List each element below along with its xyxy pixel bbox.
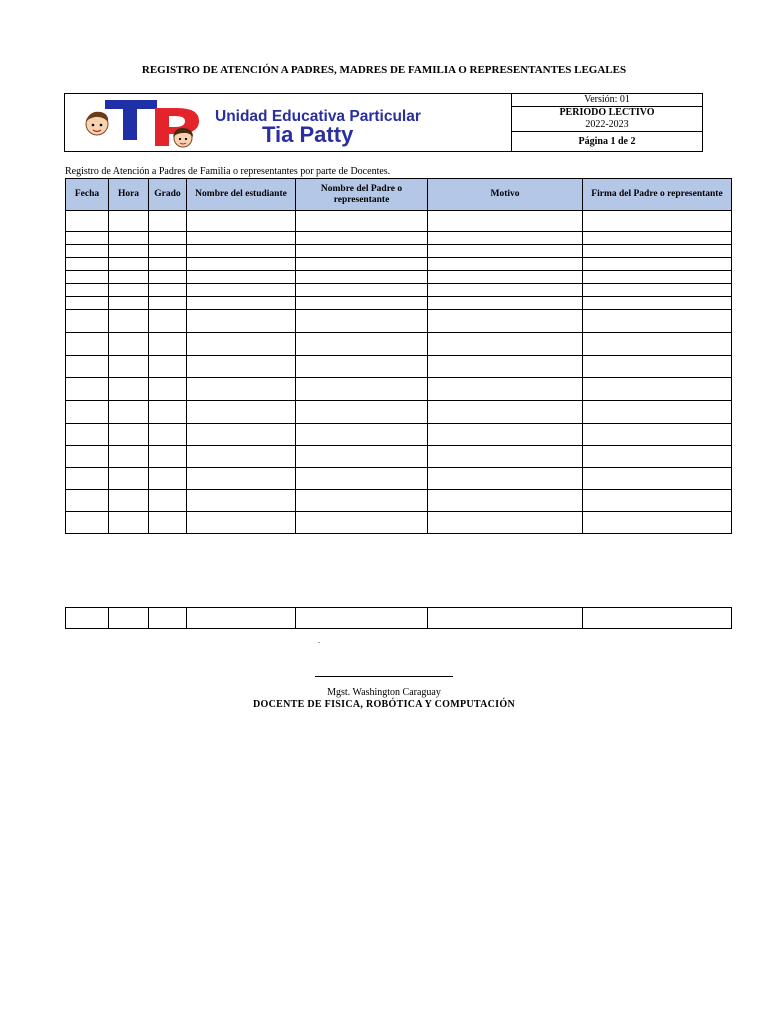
table-cell[interactable] bbox=[187, 271, 296, 284]
table-cell[interactable] bbox=[296, 356, 428, 378]
separator-dot: . bbox=[318, 636, 320, 645]
table-cell[interactable] bbox=[149, 378, 187, 401]
table-cell[interactable] bbox=[187, 284, 296, 297]
table-cell[interactable] bbox=[428, 378, 583, 401]
table-cell[interactable] bbox=[149, 424, 187, 446]
table-cell[interactable] bbox=[109, 468, 149, 490]
tp-initials-graphic bbox=[86, 100, 199, 147]
table-cell[interactable] bbox=[583, 232, 732, 245]
table-cell[interactable] bbox=[149, 245, 187, 258]
table-row bbox=[66, 271, 732, 284]
table-cell[interactable] bbox=[428, 608, 583, 629]
table-cell[interactable] bbox=[66, 258, 109, 271]
table-cell[interactable] bbox=[109, 297, 149, 310]
table-cell[interactable] bbox=[296, 401, 428, 424]
table-cell[interactable] bbox=[109, 258, 149, 271]
table-row bbox=[66, 310, 732, 333]
table-cell[interactable] bbox=[296, 211, 428, 232]
table-cell[interactable] bbox=[583, 446, 732, 468]
table-cell[interactable] bbox=[66, 271, 109, 284]
table-cell[interactable] bbox=[149, 608, 187, 629]
table-cell[interactable] bbox=[296, 378, 428, 401]
table-cell[interactable] bbox=[66, 468, 109, 490]
table-row bbox=[66, 401, 732, 424]
table-row bbox=[66, 284, 732, 297]
signature-line bbox=[315, 676, 453, 677]
register-table bbox=[65, 178, 732, 534]
table-cell[interactable] bbox=[66, 401, 109, 424]
col-grado: Grado bbox=[149, 179, 187, 211]
table-row bbox=[66, 468, 732, 490]
table-cell[interactable] bbox=[109, 608, 149, 629]
table-cell[interactable] bbox=[187, 424, 296, 446]
table-header-row bbox=[66, 179, 732, 211]
table-cell[interactable] bbox=[296, 271, 428, 284]
table-cell[interactable] bbox=[296, 333, 428, 356]
table-cell[interactable] bbox=[149, 401, 187, 424]
table-cell[interactable] bbox=[149, 310, 187, 333]
table-cell[interactable] bbox=[109, 401, 149, 424]
table-cell[interactable] bbox=[583, 356, 732, 378]
table-cell[interactable] bbox=[428, 424, 583, 446]
table-cell[interactable] bbox=[149, 258, 187, 271]
table-cell[interactable] bbox=[187, 333, 296, 356]
col-fecha: Fecha bbox=[66, 179, 109, 211]
table-cell[interactable] bbox=[296, 245, 428, 258]
table-cell[interactable] bbox=[428, 284, 583, 297]
table-cell[interactable] bbox=[428, 446, 583, 468]
table-cell[interactable] bbox=[66, 297, 109, 310]
version-label: Versión: 01 bbox=[512, 94, 702, 107]
table-cell[interactable] bbox=[187, 490, 296, 512]
table-cell[interactable] bbox=[583, 490, 732, 512]
table-cell[interactable] bbox=[149, 284, 187, 297]
table-cell[interactable] bbox=[428, 468, 583, 490]
table-cell[interactable] bbox=[109, 271, 149, 284]
table-cell[interactable] bbox=[66, 333, 109, 356]
logo-line1: Unidad Educativa Particular bbox=[215, 108, 421, 125]
table-cell[interactable] bbox=[583, 245, 732, 258]
period-cell bbox=[512, 107, 702, 132]
table-cell[interactable] bbox=[583, 310, 732, 333]
table-cell[interactable] bbox=[109, 284, 149, 297]
table-cell[interactable] bbox=[296, 468, 428, 490]
table-cell[interactable] bbox=[109, 245, 149, 258]
col-firma: Firma del Padre o representante bbox=[583, 179, 732, 211]
table-cell[interactable] bbox=[187, 446, 296, 468]
table-cell[interactable] bbox=[296, 310, 428, 333]
table-row bbox=[66, 232, 732, 245]
table-cell[interactable] bbox=[296, 258, 428, 271]
table-row bbox=[66, 356, 732, 378]
col-estudiante: Nombre del estudiante bbox=[187, 179, 296, 211]
table-cell[interactable] bbox=[109, 378, 149, 401]
table-cell[interactable] bbox=[187, 608, 296, 629]
table-cell[interactable] bbox=[149, 271, 187, 284]
document-meta bbox=[512, 94, 702, 151]
table-cell[interactable] bbox=[187, 232, 296, 245]
table-cell[interactable] bbox=[109, 232, 149, 245]
table-cell[interactable] bbox=[583, 271, 732, 284]
table-row bbox=[66, 333, 732, 356]
table-cell[interactable] bbox=[583, 608, 732, 629]
table-cell[interactable] bbox=[187, 310, 296, 333]
table-cell[interactable] bbox=[66, 490, 109, 512]
table-cell[interactable] bbox=[583, 297, 732, 310]
table-cell[interactable] bbox=[187, 512, 296, 534]
table-row bbox=[66, 211, 732, 232]
school-logo bbox=[65, 94, 512, 151]
signer-role: DOCENTE DE FISICA, ROBÓTICA Y COMPUTACIÓN bbox=[253, 699, 515, 710]
table-cell[interactable] bbox=[583, 211, 732, 232]
table-cell[interactable] bbox=[428, 356, 583, 378]
table-cell[interactable] bbox=[66, 424, 109, 446]
table-cell[interactable] bbox=[109, 446, 149, 468]
table-cell[interactable] bbox=[296, 232, 428, 245]
table-cell[interactable] bbox=[296, 284, 428, 297]
table-cell[interactable] bbox=[583, 378, 732, 401]
period-value: 2022-2023 bbox=[585, 119, 629, 130]
table-cell[interactable] bbox=[66, 232, 109, 245]
logo-line2: Tia Patty bbox=[262, 122, 354, 147]
table-cell[interactable] bbox=[66, 378, 109, 401]
table-cell[interactable] bbox=[149, 297, 187, 310]
table-cell[interactable] bbox=[583, 284, 732, 297]
table-cell[interactable] bbox=[296, 297, 428, 310]
table-cell[interactable] bbox=[66, 310, 109, 333]
table-cell[interactable] bbox=[428, 333, 583, 356]
table-cell[interactable] bbox=[583, 424, 732, 446]
table-cell[interactable] bbox=[428, 310, 583, 333]
table-cell[interactable] bbox=[187, 468, 296, 490]
table-cell[interactable] bbox=[149, 211, 187, 232]
table-cell[interactable] bbox=[428, 211, 583, 232]
table-cell[interactable] bbox=[109, 424, 149, 446]
table-cell[interactable] bbox=[583, 468, 732, 490]
table-cell[interactable] bbox=[187, 245, 296, 258]
table-cell[interactable] bbox=[187, 297, 296, 310]
table-row bbox=[66, 297, 732, 310]
intro-text: Registro de Atención a Padres de Familia o representantes por parte de Docentes. bbox=[65, 166, 391, 177]
table-cell[interactable] bbox=[109, 333, 149, 356]
page-number: Página 1 de 2 bbox=[578, 136, 636, 147]
table-cell[interactable] bbox=[149, 446, 187, 468]
table-cell[interactable] bbox=[428, 512, 583, 534]
table-cell[interactable] bbox=[428, 232, 583, 245]
table-cell[interactable] bbox=[428, 271, 583, 284]
table-row bbox=[66, 446, 732, 468]
col-padre: Nombre del Padre o representante bbox=[296, 179, 428, 211]
signer-name: Mgst. Washington Caraguay bbox=[327, 687, 441, 698]
col-motivo: Motivo bbox=[428, 179, 583, 211]
table-cell[interactable] bbox=[428, 258, 583, 271]
table-cell[interactable] bbox=[296, 424, 428, 446]
table-cell[interactable] bbox=[583, 401, 732, 424]
table-cell[interactable] bbox=[296, 446, 428, 468]
table-row bbox=[66, 245, 732, 258]
table-cell[interactable] bbox=[428, 401, 583, 424]
table-cell[interactable] bbox=[66, 211, 109, 232]
table-row bbox=[66, 608, 732, 629]
period-label: PERIODO LECTIVO bbox=[559, 107, 655, 118]
table-cell[interactable] bbox=[149, 232, 187, 245]
table-cell[interactable] bbox=[187, 258, 296, 271]
table-cell[interactable] bbox=[66, 512, 109, 534]
table-cell[interactable] bbox=[66, 608, 109, 629]
table-cell[interactable] bbox=[66, 446, 109, 468]
table-cell[interactable] bbox=[109, 211, 149, 232]
table-cell[interactable] bbox=[149, 512, 187, 534]
table-cell[interactable] bbox=[583, 258, 732, 271]
document-title: REGISTRO DE ATENCIÓN A PADRES, MADRES DE FAMILIA O REPRESENTANTES LEGALES bbox=[141, 64, 627, 76]
table-cell[interactable] bbox=[149, 468, 187, 490]
table-cell[interactable] bbox=[187, 378, 296, 401]
header-box bbox=[64, 93, 703, 152]
table-cell[interactable] bbox=[296, 512, 428, 534]
table-cell[interactable] bbox=[109, 310, 149, 333]
table-cell[interactable] bbox=[583, 333, 732, 356]
table-row bbox=[66, 424, 732, 446]
table-cell[interactable] bbox=[583, 512, 732, 534]
table-cell[interactable] bbox=[66, 245, 109, 258]
table-cell[interactable] bbox=[109, 490, 149, 512]
table-row bbox=[66, 258, 732, 271]
table-cell[interactable] bbox=[149, 356, 187, 378]
table-cell[interactable] bbox=[109, 512, 149, 534]
table-cell[interactable] bbox=[187, 211, 296, 232]
extra-row-table bbox=[65, 607, 732, 629]
table-cell[interactable] bbox=[66, 284, 109, 297]
table-cell[interactable] bbox=[428, 297, 583, 310]
table-cell[interactable] bbox=[109, 356, 149, 378]
table-cell[interactable] bbox=[428, 490, 583, 512]
table-cell[interactable] bbox=[149, 333, 187, 356]
col-hora: Hora bbox=[109, 179, 149, 211]
table-cell[interactable] bbox=[296, 608, 428, 629]
table-cell[interactable] bbox=[187, 356, 296, 378]
table-cell[interactable] bbox=[149, 490, 187, 512]
table-cell[interactable] bbox=[296, 490, 428, 512]
table-row bbox=[66, 490, 732, 512]
table-row bbox=[66, 512, 732, 534]
table-cell[interactable] bbox=[428, 245, 583, 258]
table-cell[interactable] bbox=[187, 401, 296, 424]
table-cell[interactable] bbox=[66, 356, 109, 378]
table-row bbox=[66, 378, 732, 401]
